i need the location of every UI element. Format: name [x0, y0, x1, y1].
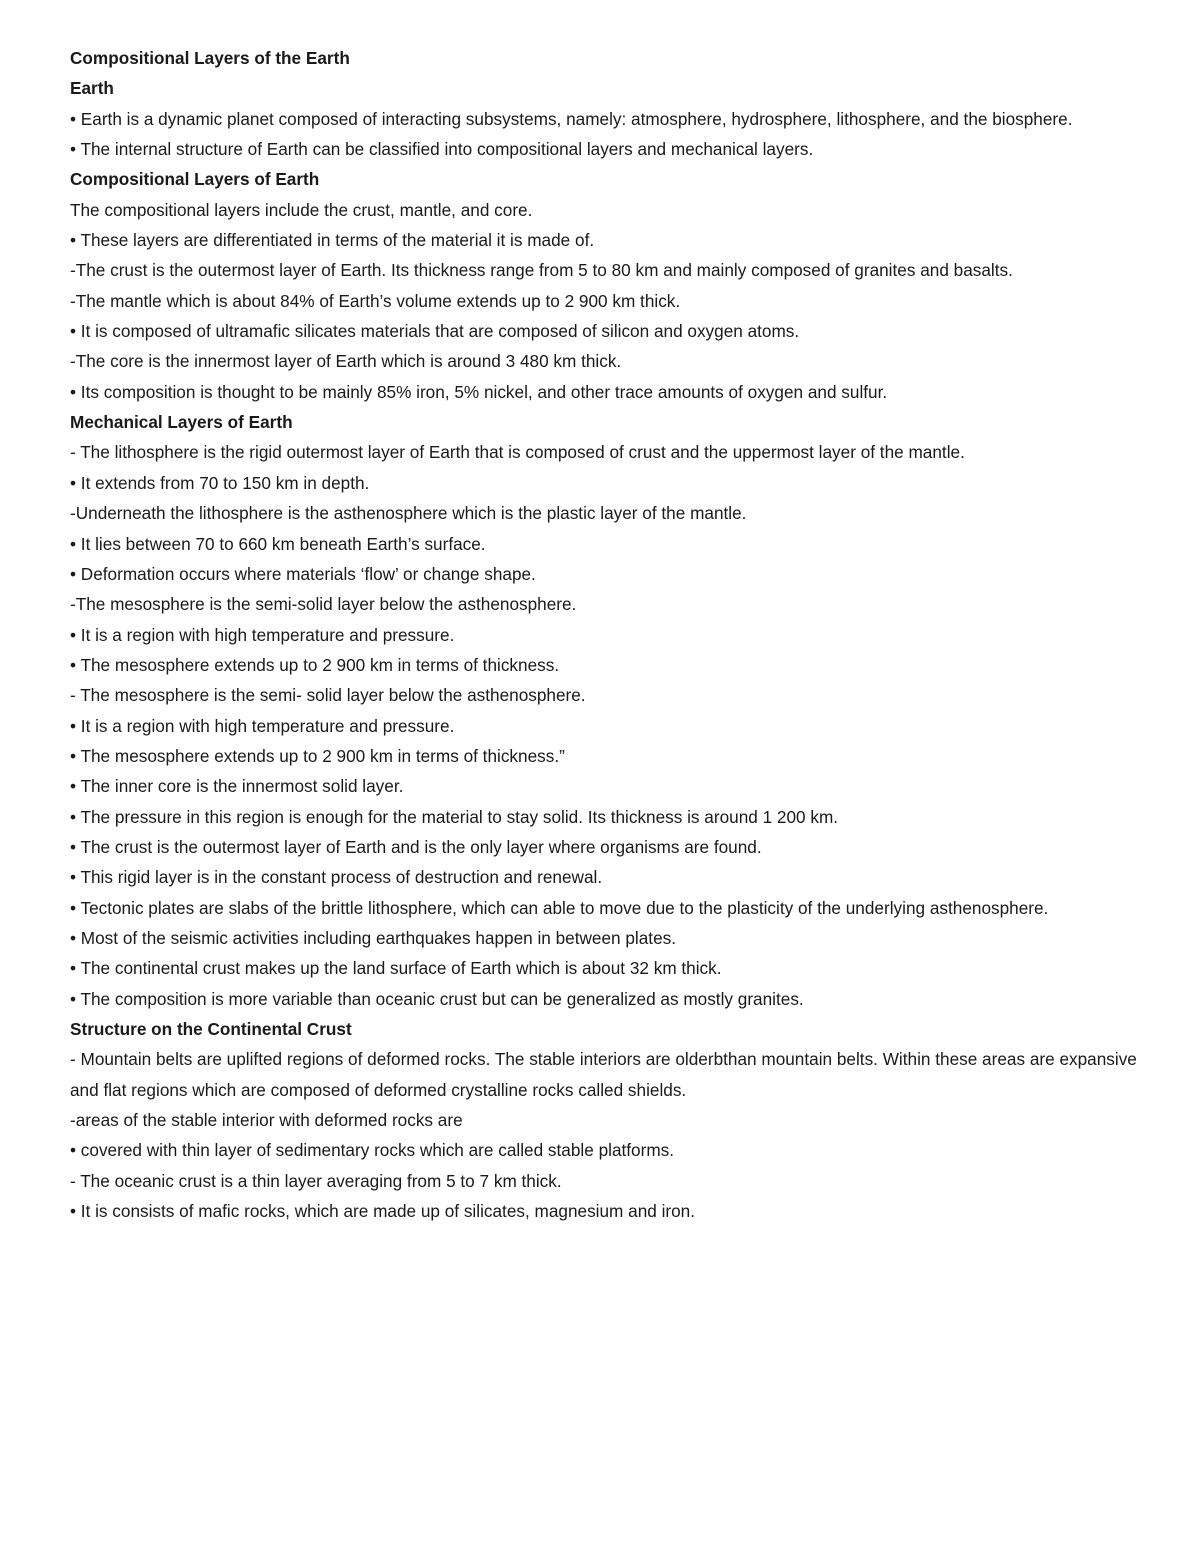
text-line: • The inner core is the innermost solid layer. [70, 776, 404, 797]
text-line: -The mantle which is about 84% of Earth’s volume extends up to 2 900 km thick. [70, 290, 681, 311]
text-paragraph: • Earth is a dynamic planet composed of interacting subsystems, namely: atmosphere, hydrosphere, lithosphere, and the biosphere. [70, 108, 1073, 129]
section-heading: Earth [70, 78, 114, 99]
text-line: -areas of the stable interior with deformed rocks are [70, 1110, 463, 1131]
text-line: • The continental crust makes up the land surface of Earth which is about 32 km thick. [70, 958, 722, 979]
text-paragraph: - Mountain belts are uplifted regions of deformed rocks. The stable interiors are olderbthan mountain belts. Within these areas are expansive and flat regions which are composed of deformed crystalline rocks called shields. [70, 1049, 1137, 1100]
text-line: • It is a region with high temperature and pressure. [70, 715, 455, 736]
text-line: • It is composed of ultramafic silicates materials that are composed of silicon and oxygen atoms. [70, 321, 800, 342]
section-heading: Structure on the Continental Crust [70, 1019, 352, 1039]
text-line: - The lithosphere is the rigid outermost layer of Earth that is composed of crust and the uppermost layer of the mantle. [70, 442, 965, 463]
text-line: - The mesosphere is the semi- solid layer below the asthenosphere. [70, 685, 586, 706]
text-line: • These layers are differentiated in terms of the material it is made of. [70, 230, 595, 251]
text-line: -Underneath the lithosphere is the asthenosphere which is the plastic layer of the mantle. [70, 503, 747, 524]
text-line: • covered with thin layer of sedimentary rocks which are called stable platforms. [70, 1140, 675, 1161]
text-line: • It lies between 70 to 660 km beneath Earth’s surface. [70, 533, 486, 554]
text-line: • The internal structure of Earth can be classified into compositional layers and mechanical layers. [70, 139, 814, 160]
text-line: • The crust is the outermost layer of Earth and is the only layer where organisms are found. [70, 836, 762, 857]
text-paragraph: • Tectonic plates are slabs of the brittle lithosphere, which can able to move due to the plasticity of the underlying asthenosphere. [70, 897, 1049, 918]
text-line: • It extends from 70 to 150 km in depth. [70, 472, 370, 493]
document-body [70, 43, 1170, 1226]
text-line: - The oceanic crust is a thin layer averaging from 5 to 7 km thick. [70, 1170, 562, 1191]
text-line: • The mesosphere extends up to 2 900 km in terms of thickness.” [70, 745, 565, 766]
text-line: • This rigid layer is in the constant process of destruction and renewal. [70, 867, 603, 888]
text-line: The compositional layers include the crust, mantle, and core. [70, 199, 533, 220]
text-line: • Most of the seismic activities including earthquakes happen in between plates. [70, 927, 677, 948]
text-line: -The crust is the outermost layer of Earth. Its thickness range from 5 to 80 km and mainly composed of granites and basalts. [70, 260, 1013, 281]
text-line: • Its composition is thought to be mainly 85% iron, 5% nickel, and other trace amounts of oxygen and sulfur. [70, 381, 888, 402]
text-line: • It is consists of mafic rocks, which are made up of silicates, magnesium and iron. [70, 1201, 696, 1222]
section-heading: Mechanical Layers of Earth [70, 412, 293, 433]
text-line: • The composition is more variable than oceanic crust but can be generalized as mostly granites. [70, 988, 804, 1009]
text-line: • It is a region with high temperature and pressure. [70, 624, 455, 645]
text-line: -The core is the innermost layer of Earth which is around 3 480 km thick. [70, 351, 622, 372]
text-line: • The pressure in this region is enough for the material to stay solid. Its thickness is around 1 200 km. [70, 806, 839, 827]
text-line: -The mesosphere is the semi-solid layer below the asthenosphere. [70, 594, 577, 615]
text-line: • Deformation occurs where materials ‘flow’ or change shape. [70, 563, 536, 584]
section-heading: Compositional Layers of Earth [70, 169, 320, 190]
section-heading: Compositional Layers of the Earth [70, 48, 350, 68]
text-line: • The mesosphere extends up to 2 900 km in terms of thickness. [70, 654, 560, 675]
